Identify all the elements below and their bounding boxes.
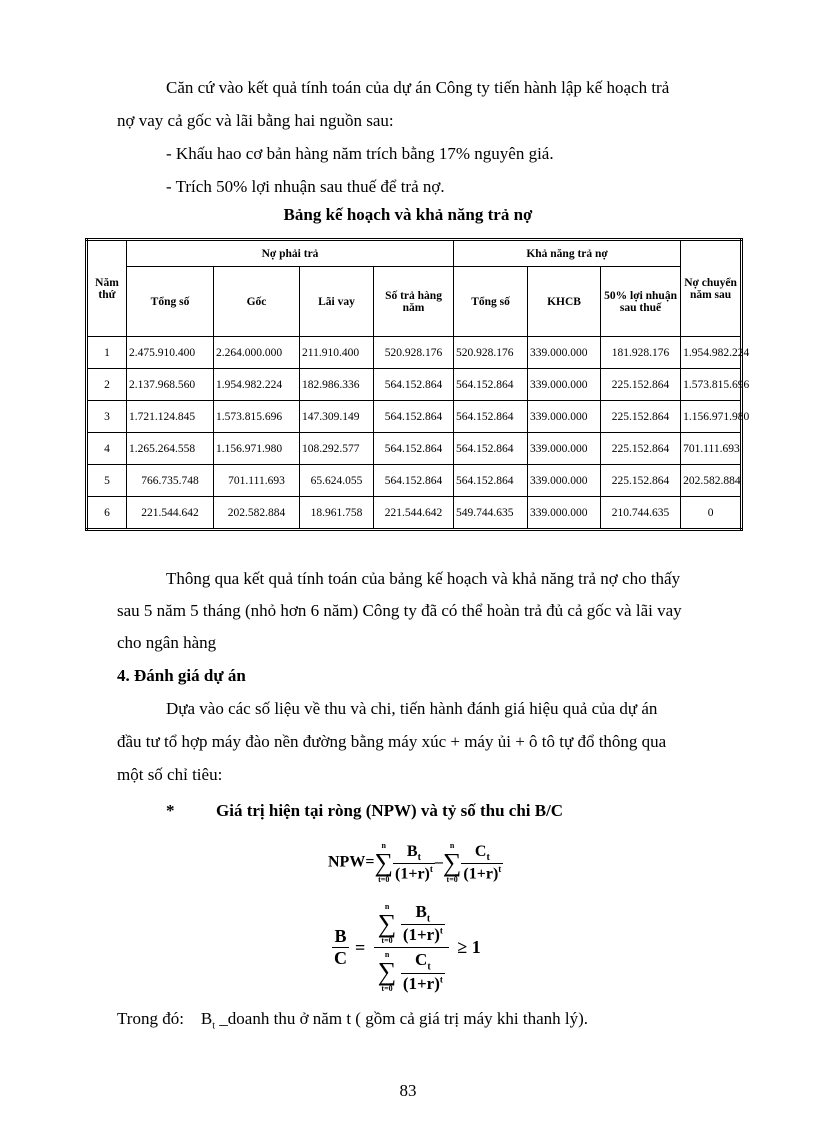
table-cell: 564.152.864 (454, 401, 528, 433)
sigma-icon: ∑ (377, 957, 397, 987)
table-cell: 2.264.000.000 (214, 337, 300, 369)
debt-repayment-table (85, 238, 750, 531)
table-cell: 564.152.864 (374, 369, 454, 401)
table-cell: 701.111.693 (681, 433, 742, 465)
sigma-icon: ∑ (442, 848, 462, 877)
section-line-1: Dựa vào các số liệu về thu và chi, tiến hành đánh giá hiệu quả của dự án (166, 699, 658, 718)
section-line-2: đầu tư tổ hợp máy đào nền đường bằng máy xúc + máy ủi + ô tô tự đổ thông qua (117, 732, 667, 751)
table-cell: 520.928.176 (374, 337, 454, 369)
table-cell: 766.735.748 (127, 465, 214, 497)
where-line: Trong đó: $B_t$ _doanh thu ở năm t ( gồm cả giá trị máy khi thanh lý). (117, 1009, 589, 1032)
table-row (87, 337, 742, 369)
table-cell: 202.582.884 (214, 497, 300, 530)
table-cell: 339.000.000 (528, 465, 601, 497)
table-cell: 1.156.971.980 (214, 433, 300, 465)
conclusion-line-2: sau 5 năm 5 tháng (nhỏ hơn 6 năm) Công ty đã có thể hoàn trả đủ cả gốc và lãi vay (117, 601, 682, 620)
table-cell: 181.928.176 (601, 337, 681, 369)
sigma-icon: ∑ (377, 908, 397, 938)
table-cell: 1.156.971.980 (681, 401, 742, 433)
table-cell: 701.111.693 (214, 465, 300, 497)
table-cell: 0 (681, 497, 742, 530)
table-cell: 202.582.884 (681, 465, 742, 497)
table-cell: 1.721.124.845 (127, 401, 214, 433)
table-cell: 2.475.910.400 (127, 337, 214, 369)
table-cell: 1.265.264.558 (127, 433, 214, 465)
table-cell: 221.544.642 (374, 497, 454, 530)
table-cell: 1.573.815.696 (681, 369, 742, 401)
table-row (87, 401, 742, 433)
sigma-icon: ∑ (374, 848, 393, 877)
table-cell: 1.954.982.224 (214, 369, 300, 401)
table-cell: 564.152.864 (374, 433, 454, 465)
table-cell: 210.744.635 (601, 497, 681, 530)
table-cell: 5 (87, 465, 127, 497)
bc-formula: $\frac{B}{C}$ = n ∑ t=0 $\frac{B_t}{(1+r)^t}$ n ∑ t=0 $\frac{C_t}{(1+r)^t}$ ≥ 1 (334, 901, 481, 994)
table-cell: 339.000.000 (528, 497, 601, 530)
npw-label: NPW (328, 853, 366, 871)
conclusion-line-1: Thông qua kết quả tính toán của bảng kế hoạch và khả năng trả nợ cho thấy (166, 569, 681, 588)
header-annual-payment: Số trả hàng năm (374, 267, 454, 337)
where-label: Trong đó: (117, 1009, 184, 1028)
header-principal: Gốc (214, 267, 300, 337)
table-cell: 339.000.000 (528, 337, 601, 369)
header-khcb: KHCB (528, 267, 601, 337)
subheading: Giá trị hiện tại ròng (NPW) và tỷ số thu chi B/C (216, 801, 564, 820)
table-cell: 147.309.149 (300, 401, 374, 433)
table-cell: 2.137.968.560 (127, 369, 214, 401)
ge-one: ≥ 1 (457, 937, 481, 958)
table-cell: 549.744.635 (454, 497, 528, 530)
intro-line-1: Căn cứ vào kết quả tính toán của dự án Công ty tiến hành lập kế hoạch trả (166, 78, 670, 97)
header-year: Năm thứ (87, 240, 127, 337)
conclusion-line-3: cho ngân hàng (117, 633, 217, 652)
table-row (87, 369, 742, 401)
table-cell: 108.292.577 (300, 433, 374, 465)
table-cell: 2 (87, 369, 127, 401)
table-cell: 3 (87, 401, 127, 433)
table-cell: 564.152.864 (454, 465, 528, 497)
table-cell: 520.928.176 (454, 337, 528, 369)
cost-symbol: C (474, 842, 487, 860)
section-heading: 4. Đánh giá dự án (117, 666, 246, 685)
header-total: Tổng số (127, 267, 214, 337)
table-cell: 564.152.864 (454, 369, 528, 401)
section-line-3: một số chỉ tiêu: (117, 765, 223, 784)
sum-upper: n (381, 841, 386, 850)
where-text: _doanh thu ở năm t ( gồm cả giá trị máy khi thanh lý). (215, 1009, 589, 1028)
table-row (87, 465, 742, 497)
table-title: Bảng kế hoạch và khả năng trả nợ (283, 205, 533, 224)
table-cell: 339.000.000 (528, 433, 601, 465)
table-cell: 4 (87, 433, 127, 465)
header-ability-total: Tổng số (454, 267, 528, 337)
header-debt-group: Nợ phải trả (127, 240, 454, 267)
table-cell: 211.910.400 (300, 337, 374, 369)
benefit-symbol: B (406, 842, 418, 860)
table-cell: 225.152.864 (601, 369, 681, 401)
table-row (87, 433, 742, 465)
table-cell: 221.544.642 (127, 497, 214, 530)
table-body (87, 337, 750, 530)
page-number: 83 (399, 1081, 417, 1100)
table-row (87, 497, 742, 530)
header-ability-group: Khả năng trả nợ (454, 240, 681, 267)
table-cell: 564.152.864 (374, 401, 454, 433)
table-cell: 225.152.864 (601, 401, 681, 433)
table-cell: 6 (87, 497, 127, 530)
table-cell: 65.624.055 (300, 465, 374, 497)
table-cell: 339.000.000 (528, 401, 601, 433)
npw-formula: NPW= n ∑ t=0 $\frac{B_t}{(1+r)^t}$ – n ∑ t=0 $\frac{C_t}{(1+r)^t}$ (328, 841, 502, 884)
sum-lower: t=0 (378, 875, 390, 884)
table-cell: 225.152.864 (601, 433, 681, 465)
intro-bullet-2: - Trích 50% lợi nhuận sau thuế để trả nợ. (166, 177, 445, 196)
intro-line-2: nợ vay cả gốc và lãi bằng hai nguồn sau: (117, 111, 394, 130)
table-cell: 1.954.982.224 (681, 337, 742, 369)
header-carry: Nợ chuyển năm sau (681, 240, 742, 337)
header-interest: Lãi vay (300, 267, 374, 337)
table-cell: 182.986.336 (300, 369, 374, 401)
table-cell: 18.961.758 (300, 497, 374, 530)
table-cell: 225.152.864 (601, 465, 681, 497)
where-symbol: B (200, 1009, 213, 1028)
intro-bullet-1: - Khấu hao cơ bản hàng năm trích bằng 17% nguyên giá. (166, 144, 554, 163)
table-cell: 564.152.864 (374, 465, 454, 497)
table-cell: 1.573.815.696 (214, 401, 300, 433)
header-profit50: 50% lợi nhuận sau thuế (601, 267, 681, 337)
table-cell: 1 (87, 337, 127, 369)
table-cell: 564.152.864 (454, 433, 528, 465)
table-cell: 339.000.000 (528, 369, 601, 401)
bullet-mark: * (166, 801, 175, 820)
